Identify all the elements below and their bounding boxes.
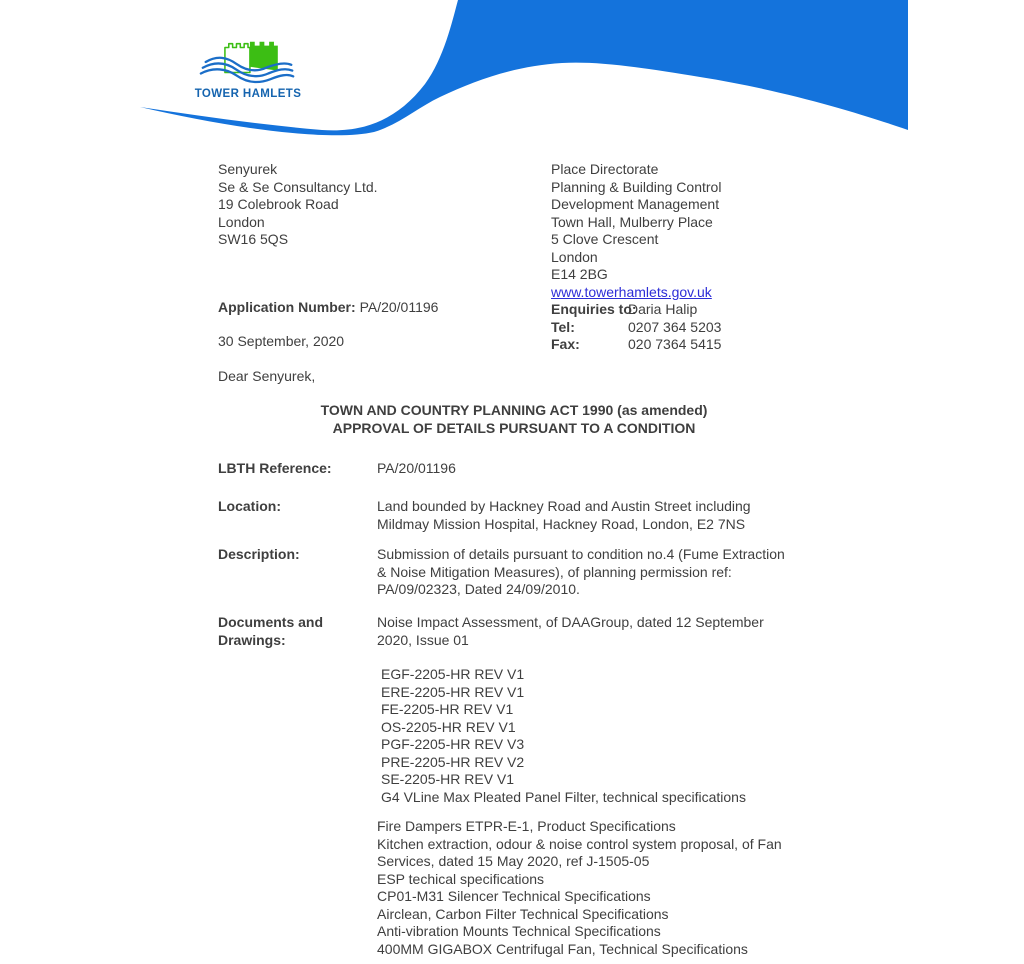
- drawing-reference: SE-2205-HR REV V1: [381, 771, 515, 787]
- documents-intro: [377, 614, 814, 649]
- sender-address-block: [551, 161, 821, 354]
- reference-value-line: PA/20/01196: [377, 460, 456, 476]
- specification-item: Kitchen extraction, odour & noise control system proposal, of Fan: [377, 835, 782, 852]
- tel-row: [551, 319, 821, 337]
- drawing-reference: FE-2205-HR REV V1: [381, 701, 514, 717]
- specification-item: CP01-M31 Silencer Technical Specifications: [377, 888, 651, 904]
- specification-item: Airclean, Carbon Filter Technical Specifications: [377, 905, 669, 922]
- location-row: [218, 498, 814, 533]
- sender-address-line: Town Hall, Mulberry Place: [551, 213, 713, 230]
- enquiries-value: Daria Halip: [628, 301, 698, 317]
- specification-item: ESP techical specifications: [377, 870, 545, 887]
- recipient-address-line: London: [218, 213, 265, 230]
- sender-address-line: Development Management: [551, 196, 720, 212]
- tower-hamlets-logo: [192, 36, 304, 100]
- castle-waves-icon: [194, 36, 302, 86]
- tel-value: 0207 364 5203: [628, 318, 722, 335]
- council-website-link[interactable]: www.towerhamlets.gov.uk: [551, 283, 712, 300]
- sender-address-line: E14 2BG: [551, 266, 608, 282]
- reference-row: [218, 460, 814, 478]
- letter-date: 30 September, 2020: [218, 333, 345, 349]
- location-value-line: Land bounded by Hackney Road and Austin Street including: [377, 498, 751, 514]
- title-line-2: APPROVAL OF DETAILS PURSUANT TO A CONDITION: [332, 419, 696, 436]
- recipient-address-line: SW16 5QS: [218, 231, 289, 247]
- drawing-reference: G4 VLine Max Pleated Panel Filter, technical specifications: [381, 788, 746, 805]
- sender-address-line: London: [551, 248, 598, 265]
- website-line: [551, 284, 821, 302]
- specification-item: 400MM GIGABOX Centrifugal Fan, Technical Specifications: [377, 940, 748, 957]
- location-label: Location:: [218, 498, 281, 514]
- specification-item: Services, dated 15 May 2020, ref J-1505-05: [377, 853, 650, 869]
- description-value-line: & Noise Mitigation Measures), of planning permission ref:: [377, 563, 732, 580]
- drawing-reference: PRE-2205-HR REV V2: [381, 753, 525, 770]
- specification-item: Anti-vibration Mounts Technical Specifications: [377, 923, 661, 939]
- drawing-reference: PGF-2205-HR REV V3: [381, 736, 525, 752]
- recipient-address-line: Se & Se Consultancy Ltd.: [218, 178, 378, 195]
- fax-label: Fax:: [551, 336, 580, 352]
- sender-address-lines: [551, 161, 821, 284]
- description-row: [218, 546, 814, 599]
- fax-value: 020 7364 5415: [628, 336, 722, 352]
- documents-intro-line: Noise Impact Assessment, of DAAGroup, dated 12 September: [377, 614, 764, 630]
- reference-value: [377, 460, 814, 478]
- application-number-value: PA/20/01196: [359, 299, 439, 315]
- logo-wordmark: TOWER HAMLETS: [194, 88, 302, 100]
- header-swoosh-graphic: [0, 0, 1024, 160]
- tel-label: Tel:: [551, 318, 575, 335]
- drawing-reference-list: [377, 666, 814, 806]
- application-number-line: [218, 299, 438, 317]
- enquiries-row: [551, 301, 821, 319]
- drawing-reference: EGF-2205-HR REV V1: [381, 666, 525, 682]
- sender-address-line: Planning & Building Control: [551, 178, 722, 195]
- title-line-1: TOWN AND COUNTRY PLANNING ACT 1990 (as amended): [320, 402, 708, 418]
- application-number-label: Application Number:: [218, 299, 356, 315]
- reference-label: LBTH Reference:: [218, 460, 332, 476]
- documents-intro-line: 2020, Issue 01: [377, 631, 469, 648]
- sender-address-line: Place Directorate: [551, 161, 659, 177]
- description-value: [377, 546, 814, 599]
- description-value-line: PA/09/02323, Dated 24/09/2010.: [377, 581, 580, 597]
- recipient-address-line: 19 Colebrook Road: [218, 196, 339, 212]
- recipient-address: [218, 161, 378, 249]
- salutation: Dear Senyurek,: [218, 368, 316, 384]
- recipient-address-line: Senyurek: [218, 161, 278, 177]
- drawing-reference: OS-2205-HR REV V1: [381, 718, 516, 735]
- location-value: [377, 498, 814, 533]
- location-value-line: Mildmay Mission Hospital, Hackney Road, London, E2 7NS: [377, 515, 746, 532]
- description-label: Description:: [218, 546, 300, 562]
- documents-label: Documents and Drawings:: [218, 614, 324, 648]
- specification-item: Fire Dampers ETPR-E-1, Product Specifications: [377, 818, 676, 834]
- enquiries-label: Enquiries to:: [551, 301, 637, 317]
- specification-list: [377, 818, 814, 958]
- sender-address-line: 5 Clove Crescent: [551, 231, 659, 247]
- fax-row: [551, 336, 821, 354]
- drawing-reference: ERE-2205-HR REV V1: [381, 683, 525, 700]
- documents-row: [218, 614, 814, 958]
- documents-value: [377, 614, 814, 958]
- description-value-line: Submission of details pursuant to condition no.4 (Fume Extraction: [377, 546, 785, 562]
- letter-title: [218, 402, 810, 437]
